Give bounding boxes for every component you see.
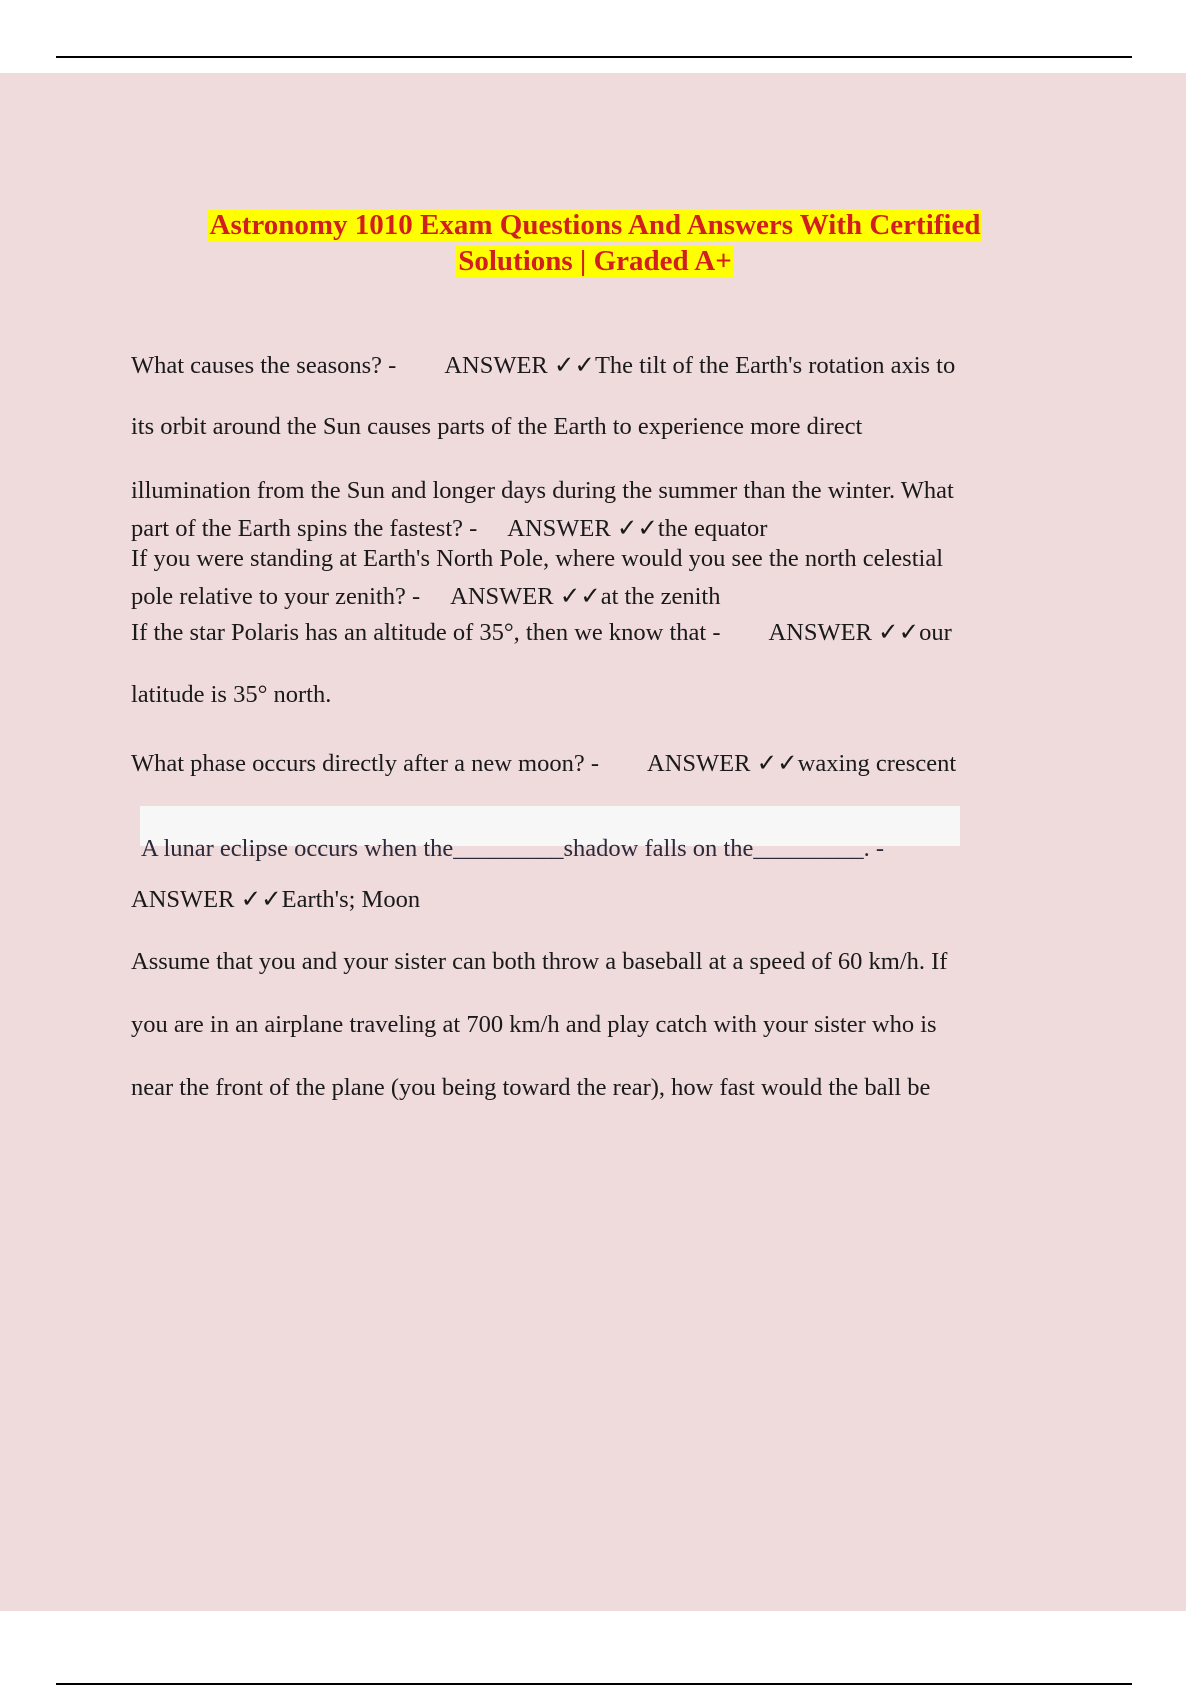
question-zenith [131,581,720,611]
title-line-2: Solutions | Graded A+ [458,245,732,277]
question-moon-phase [131,748,956,778]
text-line: you are in an airplane traveling at 700 km/h and play catch with your sister who is [131,1011,937,1038]
answer-text: ANSWER ✓✓our [768,619,952,646]
answer-lunar-eclipse: ANSWER ✓✓Earth's; Moon [131,886,421,913]
text-line: illumination from the Sun and longer days during the summer than the winter. What [131,477,954,504]
answer-text: ANSWER ✓✓the equator [507,515,768,542]
footer-rule [56,1683,1132,1685]
answer-text: ANSWER ✓✓waxing crescent [647,750,957,777]
text-line: If you were standing at Earth's North Pole, where would you see the north celestial [131,545,944,572]
question-text: What phase occurs directly after a new moon? - [131,750,600,777]
question-text: part of the Earth spins the fastest? - [131,515,478,542]
question-text: If the star Polaris has an altitude of 35°, then we know that - [131,619,721,646]
question-equator [131,513,767,543]
answer-text: ANSWER ✓✓at the zenith [450,583,721,610]
text-line: its orbit around the Sun causes parts of the Earth to experience more direct [131,413,863,440]
text-line: near the front of the plane (you being toward the rear), how fast would the ball be [131,1074,931,1101]
question-text: pole relative to your zenith? - [131,583,421,610]
header-rule [56,56,1132,58]
question-text: What causes the seasons? - [131,352,397,379]
answer-text: ANSWER ✓✓The tilt of the Earth's rotation axis to [444,352,956,379]
question-polaris [131,617,952,647]
title-line-1: Astronomy 1010 Exam Questions And Answers With Certified [209,209,981,241]
question-baseball: Assume that you and your sister can both throw a baseball at a speed of 60 km/h. If [131,948,948,975]
text-line: latitude is 35° north. [131,681,332,708]
question-lunar-eclipse: A lunar eclipse occurs when the_________shadow falls on the_________. - [141,834,885,862]
question-seasons [131,350,955,380]
document-title [130,207,1060,279]
